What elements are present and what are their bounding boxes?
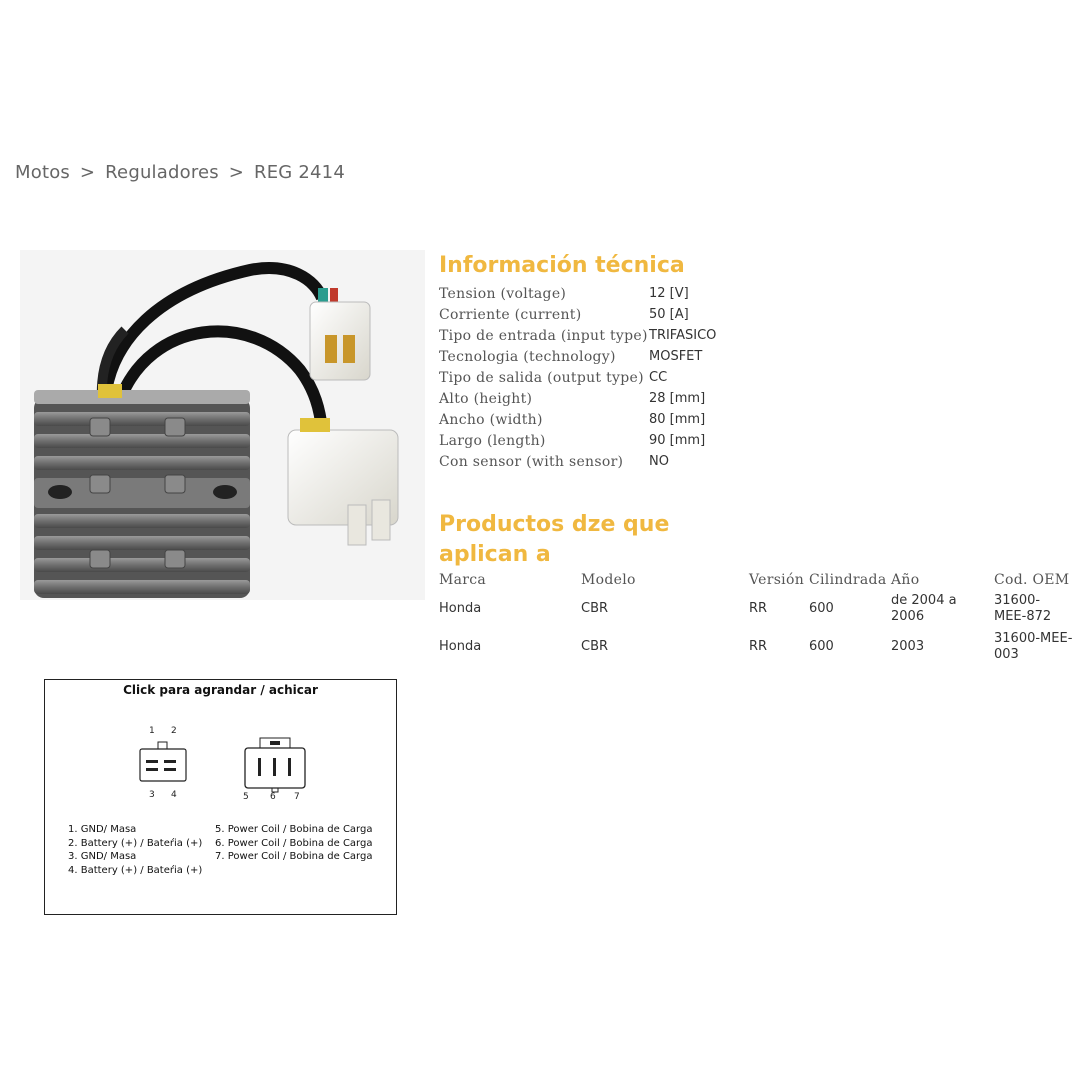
legend-item: 6. Power Coil / Bobina de Carga bbox=[215, 837, 373, 849]
breadcrumb-separator: > bbox=[228, 162, 245, 183]
spec-label: Con sensor (with sensor) bbox=[439, 453, 624, 470]
applications-table bbox=[439, 570, 1079, 666]
spec-value: 90 [mm] bbox=[649, 433, 706, 448]
table-row bbox=[439, 628, 1079, 666]
product-photo bbox=[20, 250, 425, 600]
column-header-marca: Marca bbox=[439, 572, 487, 588]
spec-label: Corriente (current) bbox=[439, 306, 582, 323]
connector-4pin-icon bbox=[138, 741, 188, 791]
cell-version: RR bbox=[749, 639, 768, 654]
legend-item: 7. Power Coil / Bobina de Carga bbox=[215, 851, 373, 862]
spec-label: Tecnologia (technology) bbox=[439, 348, 616, 365]
spec-value: 50 [A] bbox=[649, 307, 689, 322]
spec-row bbox=[439, 283, 716, 304]
cell-marca: Honda bbox=[439, 601, 482, 616]
spec-value: 28 [mm] bbox=[649, 391, 706, 406]
spec-value: CC bbox=[649, 370, 668, 385]
cell-cod-oem: 31600-MEE-003 bbox=[994, 631, 1073, 662]
column-header-modelo: Modelo bbox=[581, 572, 636, 588]
pin-label: 7 bbox=[294, 792, 300, 802]
tech-info-title: Información técnica bbox=[439, 253, 685, 278]
spec-value: 12 [V] bbox=[649, 286, 689, 301]
spec-label: Tension (voltage) bbox=[439, 285, 567, 302]
pin-label: 1 bbox=[149, 726, 155, 736]
spec-value: NO bbox=[649, 454, 669, 469]
pin-label: 4 bbox=[171, 790, 177, 800]
spec-row bbox=[439, 451, 716, 472]
spec-row bbox=[439, 388, 716, 409]
spec-row bbox=[439, 430, 716, 451]
pin-label: 5 bbox=[243, 792, 249, 802]
breadcrumb-link-motos[interactable]: Motos bbox=[15, 162, 70, 183]
pin-label: 6 bbox=[270, 792, 276, 802]
spec-label: Tipo de entrada (input type) bbox=[439, 327, 648, 344]
table-row bbox=[439, 590, 1079, 628]
tech-info-table bbox=[439, 283, 716, 472]
cell-cilindrada: 600 bbox=[809, 601, 834, 616]
table-header-row bbox=[439, 570, 1079, 590]
connector-3pin-icon bbox=[242, 736, 308, 794]
spec-label: Largo (length) bbox=[439, 432, 546, 449]
cell-modelo: CBR bbox=[581, 639, 609, 654]
cell-cod-oem: 31600-MEE-872 bbox=[994, 593, 1052, 624]
legend-item: 1. GND/ Masa bbox=[68, 824, 137, 835]
spec-label: Ancho (width) bbox=[439, 411, 543, 428]
spec-row bbox=[439, 409, 716, 430]
regulator-image bbox=[20, 250, 425, 600]
spec-value: TRIFASICO bbox=[649, 328, 717, 343]
spec-row bbox=[439, 346, 716, 367]
cell-ano: de 2004 a 2006 bbox=[891, 593, 957, 624]
cell-marca: Honda bbox=[439, 639, 482, 654]
column-header-version: Versión bbox=[749, 572, 805, 588]
cell-version: RR bbox=[749, 601, 768, 616]
connector-diagram[interactable] bbox=[44, 679, 397, 915]
pin-label: 3 bbox=[149, 790, 155, 800]
spec-label: Alto (height) bbox=[439, 390, 533, 407]
legend-item: 2. Battery (+) / Bateŕia (+) bbox=[68, 837, 203, 849]
breadcrumb-separator: > bbox=[79, 162, 96, 183]
cell-modelo: CBR bbox=[581, 601, 609, 616]
cell-cilindrada: 600 bbox=[809, 639, 834, 654]
spec-value: MOSFET bbox=[649, 349, 703, 364]
pin-legend-right bbox=[215, 823, 372, 864]
column-header-cilindrada: Cilindrada bbox=[809, 572, 887, 588]
spec-row bbox=[439, 367, 716, 388]
legend-item: 4. Battery (+) / Bateŕia (+) bbox=[68, 864, 203, 876]
spec-row bbox=[439, 325, 716, 346]
legend-item: 3. GND/ Masa bbox=[68, 851, 137, 862]
cell-ano: 2003 bbox=[891, 639, 925, 654]
breadcrumb bbox=[15, 162, 345, 183]
pin-label: 2 bbox=[171, 726, 177, 736]
breadcrumb-link-reguladores[interactable]: Reguladores bbox=[105, 162, 219, 183]
legend-item: 5. Power Coil / Bobina de Carga bbox=[215, 824, 373, 835]
spec-label: Tipo de salida (output type) bbox=[439, 369, 644, 386]
column-header-ano: Año bbox=[891, 572, 920, 588]
spec-row bbox=[439, 304, 716, 325]
breadcrumb-current: REG 2414 bbox=[254, 162, 345, 183]
diagram-caption: Click para agrandar / achicar bbox=[123, 683, 318, 697]
spec-value: 80 [mm] bbox=[649, 412, 706, 427]
column-header-cod-oem: Cod. OEM bbox=[994, 572, 1070, 588]
pin-legend-left bbox=[68, 823, 202, 877]
applications-title: Productos dze que aplican a bbox=[439, 512, 670, 567]
